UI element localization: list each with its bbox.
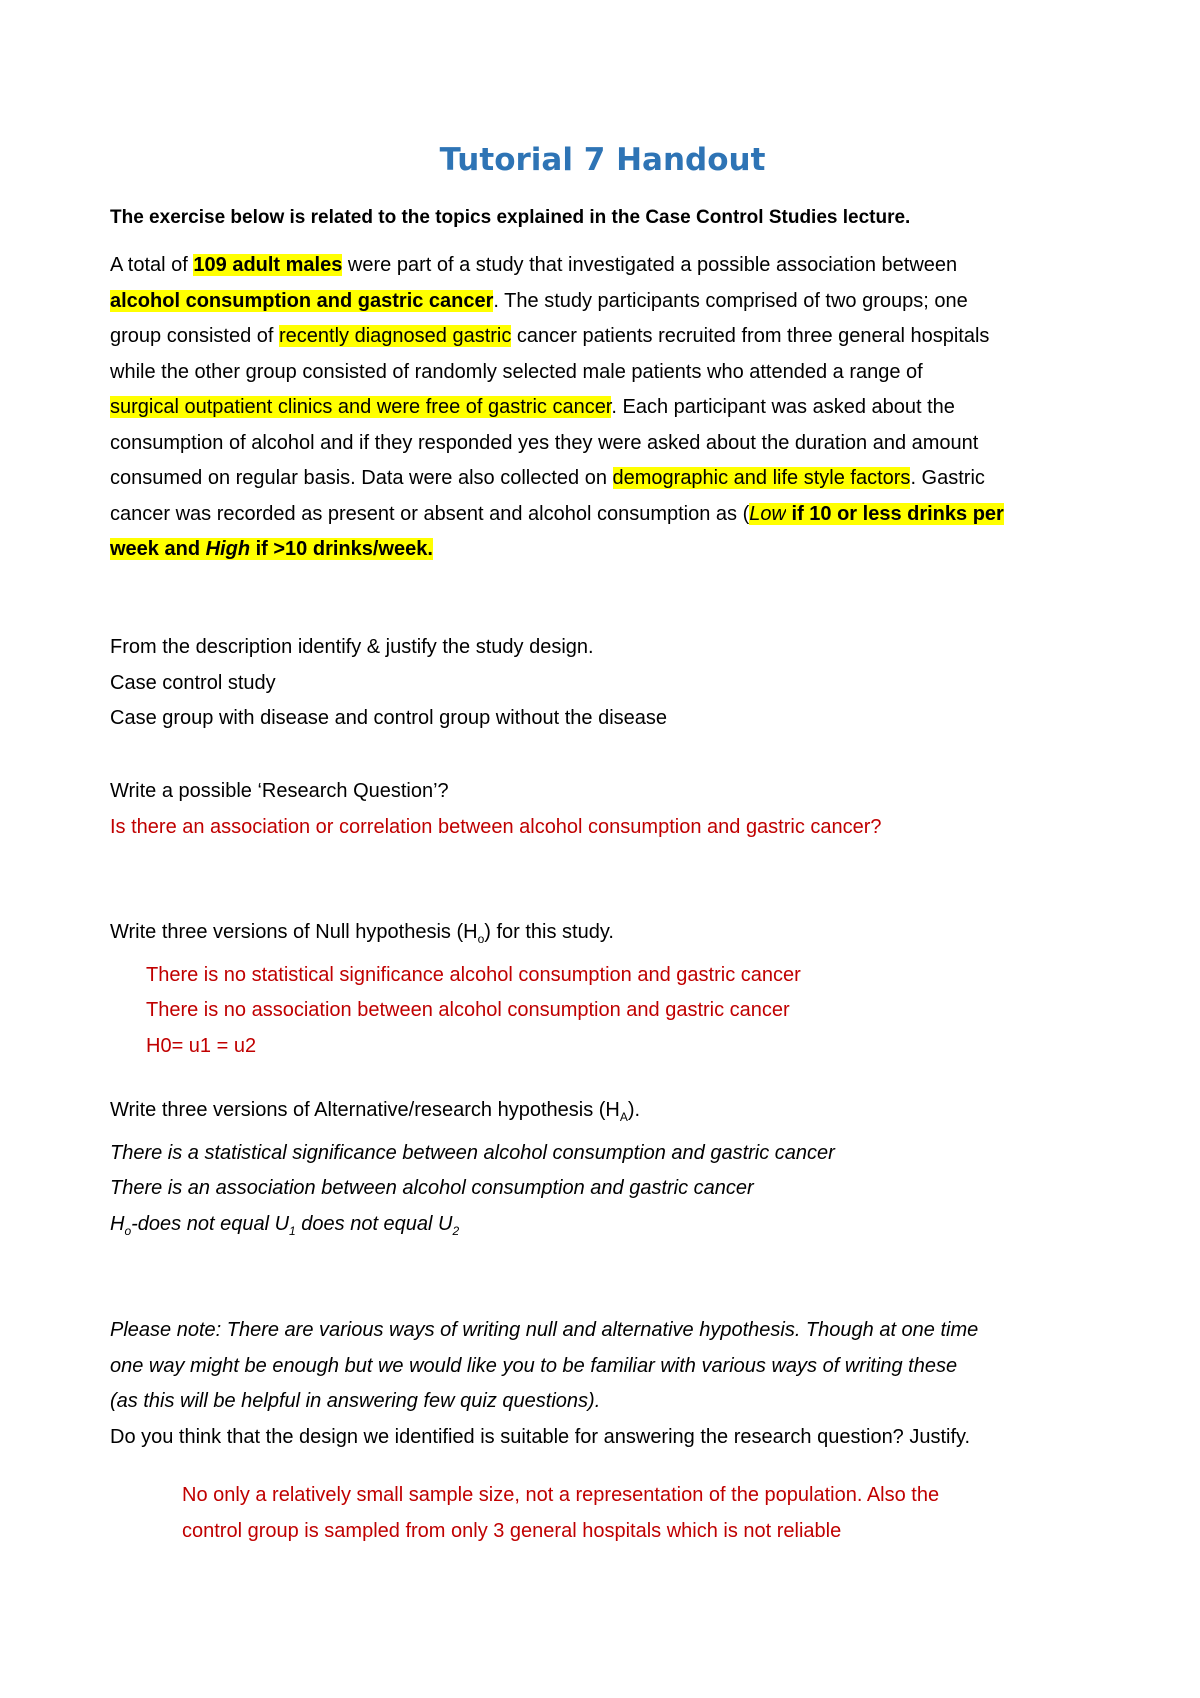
highlight-low: Low xyxy=(749,502,786,525)
scenario-line: week and High if >10 drinks/week. xyxy=(110,538,433,560)
null-hypothesis-prompt: Write three versions of Null hypothesis $(H_o)$ for this study. xyxy=(110,921,614,946)
note-section xyxy=(110,1313,1095,1455)
note-line: Please note: There are various ways of writing null and alternative hypothesis. Though at one time xyxy=(110,1319,979,1341)
scenario-line: surgical outpatient clinics and were free of gastric cancer. Each participant was asked about the xyxy=(110,396,955,418)
highlight-topic: alcohol consumption and gastric cancer xyxy=(110,289,494,312)
note-line: one way might be enough but we would like you to be familiar with various ways of writing these xyxy=(110,1354,958,1377)
suitability-answer-section xyxy=(110,1478,1095,1549)
research-question-prompt: Write a possible ‘Research Question’? xyxy=(110,780,449,802)
research-question-section xyxy=(110,774,1095,845)
suitability-question: Do you think that the design we identified is suitable for answering the research question? Justify. xyxy=(110,1425,971,1448)
design-section xyxy=(110,630,1095,737)
scenario-line: consumed on regular basis. Data were also collected on demographic and life style factors. Gastric xyxy=(110,467,985,489)
alt-hypothesis-section xyxy=(110,1093,1095,1249)
scenario-line: cancer was recorded as present or absent and alcohol consumption as (Low if 10 or less drinks per xyxy=(110,502,1004,525)
note-line: (as this will be helpful in answering few quiz questions). xyxy=(110,1390,601,1412)
highlight-sample: 109 adult males xyxy=(193,254,343,276)
design-answer: Case control study xyxy=(110,671,276,694)
alt-hypothesis-answer: $H_o$-does not equal $U_1$ does not equal $U_2$ xyxy=(110,1212,460,1238)
scenario-line: alcohol consumption and gastric cancer. The study participants comprised of two groups; one xyxy=(110,289,968,312)
highlight-controls: surgical outpatient clinics and were free of gastric cancer xyxy=(110,396,612,418)
design-answer: Case group with disease and control group without the disease xyxy=(110,707,668,729)
highlight-factors: demographic and life style factors xyxy=(612,467,911,489)
scenario-line: while the other group consisted of randomly selected male patients who attended a range of xyxy=(110,360,923,383)
page-title: Tutorial 7 Handout xyxy=(439,142,766,178)
null-hypothesis-section xyxy=(110,915,1095,1064)
highlight-low-def: if 10 or less drinks per xyxy=(785,502,1004,525)
suitability-answer: control group is sampled from only 3 general hospitals which is not reliable xyxy=(182,1519,842,1542)
design-question: From the description identify & justify the study design. xyxy=(110,636,594,658)
alt-hypothesis-prompt: Write three versions of Alternative/research hypothesis $(H_A)$. xyxy=(110,1099,641,1124)
null-hypothesis-answer: H0= u1 = u2 xyxy=(146,1034,257,1057)
scenario-line: consumption of alcohol and if they responded yes they were asked about the duration and amount xyxy=(110,431,979,454)
scenario-line: group consisted of recently diagnosed gastric cancer patients recruited from three general hospitals xyxy=(110,325,990,347)
highlight-high: High xyxy=(205,538,251,560)
scenario-paragraph xyxy=(110,248,1095,568)
alt-hypothesis-answer: There is a statistical significance between alcohol consumption and gastric cancer xyxy=(110,1141,835,1164)
suitability-answer: No only a relatively small sample size, not a representation of the population. Also the xyxy=(182,1484,940,1506)
highlight-cases: recently diagnosed gastric xyxy=(279,325,512,347)
null-hypothesis-answer: There is no association between alcohol consumption and gastric cancer xyxy=(146,999,790,1021)
null-hypothesis-answer: There is no statistical significance alcohol consumption and gastric cancer xyxy=(146,963,801,986)
scenario-line: A total of 109 adult males were part of a study that investigated a possible association between xyxy=(110,254,958,276)
intro-text: The exercise below is related to the topics explained in the Case Control Studies lecture. xyxy=(110,207,911,228)
alt-hypothesis-answer: There is an association between alcohol consumption and gastric cancer xyxy=(110,1177,754,1199)
research-question-answer: Is there an association or correlation between alcohol consumption and gastric cancer? xyxy=(110,815,882,838)
